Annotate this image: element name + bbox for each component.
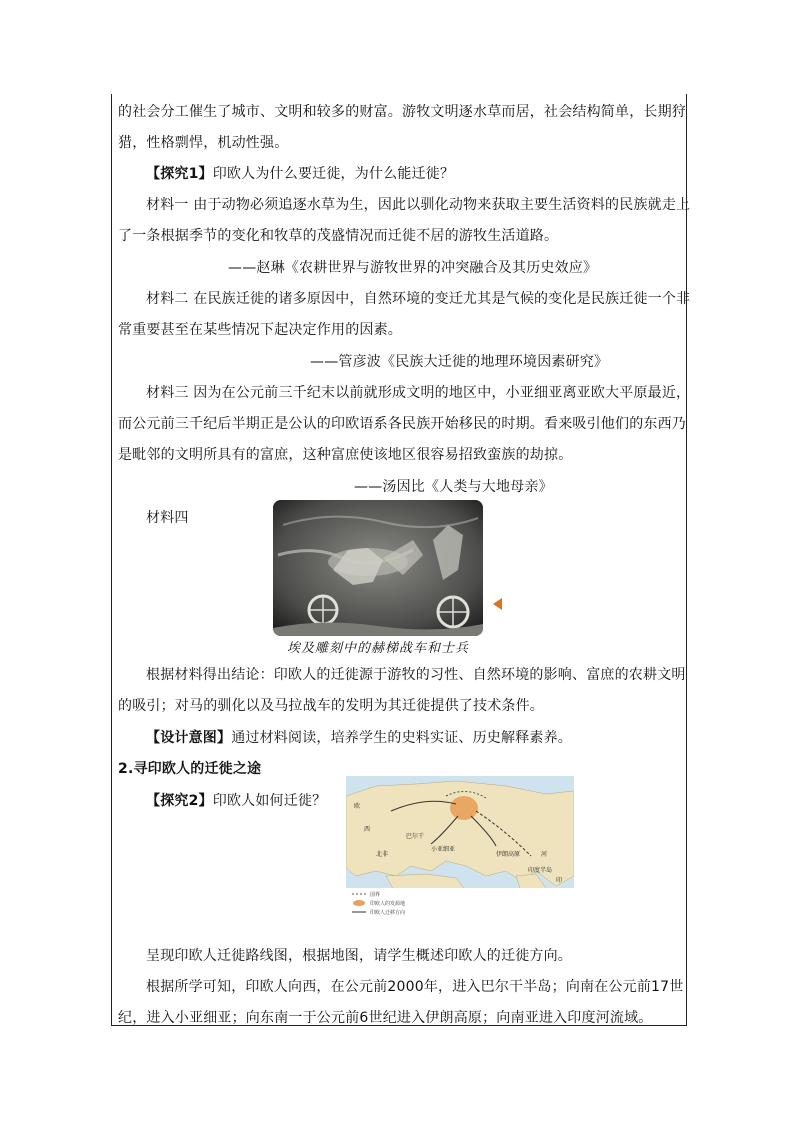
material-3-line: 是毗邻的文明所具有的富庶，这种富庶使该地区很容易招致蛮族的劫掠。 [118, 447, 573, 463]
map-label: 伊朗高原 [496, 851, 521, 858]
design-tag: 【设计意图】 [146, 730, 232, 746]
map-label: 北非 [376, 851, 389, 858]
map-label: 西 [364, 826, 371, 833]
migration-map [346, 776, 574, 918]
explore-1-heading [146, 164, 682, 184]
answer-line: 纪，进入小亚细亚；向东南一于公元前6世纪进入伊朗高原；向南亚进入印度河流域。 [118, 1010, 653, 1026]
material-4-label: 材料四 [146, 510, 189, 526]
map-description: 呈现印欧人迁徙路线图，根据地图，请学生概述印欧人的迁徙方向。 [146, 948, 572, 964]
map-label: 欧 [354, 803, 361, 810]
material-3-line: 材料三 因为在公元前三千纪末以前就形成文明的地区中，小亚细亚离亚欧大平原最近， [146, 385, 691, 401]
explore-question: 印欧人为什么要迁徙，为什么能迁徙？ [212, 166, 455, 182]
explore-tag: 【探究2】 [146, 793, 213, 809]
map-label: 印 [556, 877, 563, 884]
map-label: 印度半岛 [528, 867, 553, 874]
material-3-source: ——汤因比《人类与大地母亲》 [354, 479, 553, 495]
material-1-line: 了一条根据季节的变化和牧草的茂盛情况而迁徙不居的游牧生活道路。 [118, 228, 559, 244]
map-label: 巴尔干 [406, 833, 425, 840]
legend-label: 印欧人迁移方向 [370, 910, 406, 916]
paragraph-line: 的社会分工催生了城市、文明和较多的财富。游牧文明逐水草而居，社会结构简单，长期狩 [118, 104, 686, 120]
material-1-source: ——赵琳《农耕世界与游牧世界的冲突融合及其历史效应》 [228, 260, 598, 276]
explore-question: 印欧人如何迁徙？ [212, 793, 327, 809]
paragraph-line: 猎，性格剽悍，机动性强。 [118, 135, 289, 151]
material-1-line: 材料一 由于动物必须追逐水草为生，因此以驯化动物来获取主要生活资料的民族就走上 [146, 197, 691, 213]
answer-line: 根据所学可知，印欧人向西，在公元前2000年，进入巴尔干半岛；向南在公元前17世 [146, 979, 684, 995]
explore-tag: 【探究1】 [146, 166, 213, 182]
egyptian-relief-image [273, 500, 483, 636]
design-intent [146, 728, 682, 748]
material-3-line: 而公元前三千纪后半期正是公认的印欧语系各民族开始移民的时期。看来吸引他们的东西乃 [118, 416, 686, 432]
section-heading: 2.寻印欧人的迁徙之途 [118, 761, 262, 777]
legend-label: 印欧人的发源地 [370, 901, 406, 907]
legend-label: 国界 [370, 892, 381, 898]
arrow-left-icon [493, 598, 502, 610]
material-2-source: ——管彦波《民族大迁徙的地理环境因素研究》 [310, 354, 609, 370]
material-2-line: 常重要甚至在某些情况下起决定作用的因素。 [118, 322, 402, 338]
conclusion-line: 根据材料得出结论：印欧人的迁徙源于游牧的习性、自然环境的影响、富庶的农耕文明 [146, 667, 686, 683]
relief-caption: 埃及雕刻中的赫梯战车和士兵 [286, 641, 469, 656]
map-label: 河 [541, 851, 548, 858]
conclusion-line: 的吸引；对马的驯化以及马拉战车的发明为其迁徙提供了技术条件。 [118, 698, 544, 714]
design-text: 通过材料阅读，培养学生的史料实证、历史解释素养。 [231, 730, 573, 746]
material-2-line: 材料二 在民族迁徙的诸多原因中，自然环境的变迁尤其是气候的变化是民族迁徙一个非 [146, 291, 691, 307]
map-label: 小亚细亚 [431, 846, 456, 853]
